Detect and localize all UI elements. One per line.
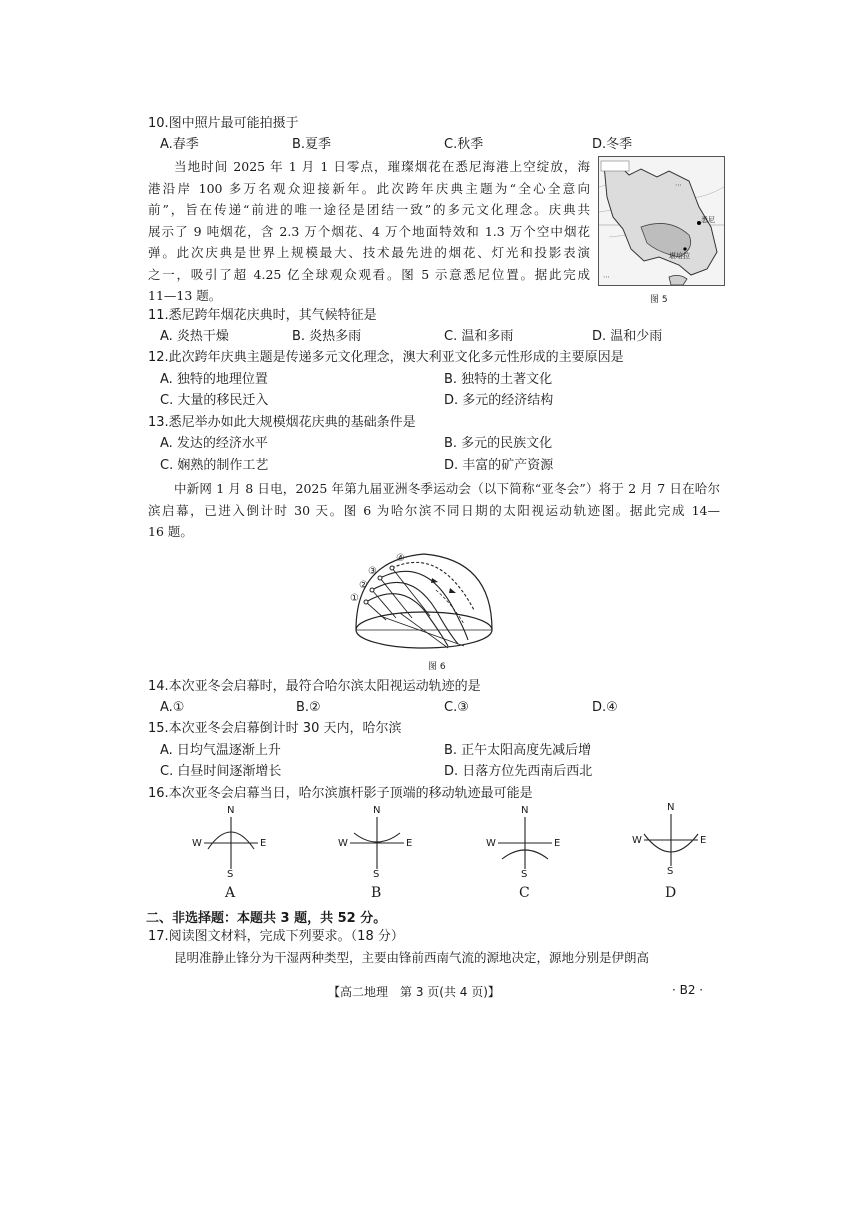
compass-n-label: N (373, 805, 381, 816)
q15-option-b: B. 正午太阳高度先减后增 (444, 743, 592, 758)
figure-5-map (598, 156, 725, 286)
compass-s-label: S (521, 869, 528, 880)
q12-option-b: B. 独特的土著文化 (444, 372, 553, 387)
sun-path-marker-1: ① (350, 593, 359, 604)
q17-line-1: 昆明准静止锋分为干湿两种类型，主要由锋前西南气流的源地决定，源地分别是伊朗高 (174, 950, 650, 965)
q15-stem: 15.本次亚冬会启幕倒计时 30 天内，哈尔滨 (148, 721, 402, 736)
q15-option-d: D. 日落方位先西南后西北 (444, 764, 593, 779)
q16-stem: 16.本次亚冬会启幕当日，哈尔滨旗杆影子顶端的移动轨迹最可能是 (148, 786, 533, 801)
q16-option-d-label: D (665, 885, 677, 901)
compass-e-label: E (406, 838, 413, 849)
passage-line: 中新网 1 月 8 日电，2025 年第九届亚洲冬季运动会（以下简称“亚冬会”）将于 2 月 7 日在哈尔 (174, 481, 720, 496)
compass-n-label: N (521, 805, 529, 816)
q11-option-a: A. 炎热干燥 (160, 329, 229, 344)
q14-option-d: D.④ (592, 700, 618, 715)
q17-stem: 17.阅读图文材料，完成下列要求。（18 分） (148, 929, 404, 944)
q12-option-c: C. 大量的移民迁入 (160, 393, 269, 408)
compass-s-label: S (667, 866, 674, 877)
passage-line: 当地时间 2025 年 1 月 1 日零点，璀璨烟花在悉尼海港上空绽放，海 (174, 159, 590, 174)
q15-option-a: A. 日均气温逐渐上升 (160, 743, 281, 758)
q10-option-a: A.春季 (160, 137, 199, 152)
q14-option-a: A.① (160, 700, 185, 715)
sun-path-marker-3: ③ (368, 566, 377, 577)
q16-option-b-label: B (371, 885, 382, 901)
compass-e-label: E (260, 838, 267, 849)
q16-option-d-diagram (628, 800, 718, 900)
compass-n-label: N (667, 802, 675, 813)
q11-option-c: C. 温和多雨 (444, 329, 514, 344)
passage-harbin (148, 478, 720, 543)
compass-s-label: S (227, 869, 234, 880)
compass-w-label: W (338, 838, 348, 849)
passage-line: 11—13 题。 (148, 288, 222, 303)
q14-option-c: C.③ (444, 700, 469, 715)
passage-line: 弹。此次庆典是世界上规模最大、技术最先进的烟花、灯光和投影表演 (148, 245, 590, 260)
q16-option-a-label: A (225, 885, 236, 901)
q12-option-a: A. 独特的地理位置 (160, 372, 268, 387)
sun-path-marker-2: ② (359, 580, 368, 591)
passage-line: 港沿岸 100 多万名观众迎接新年。此次跨年庆典主题为“全心全意向 (148, 180, 590, 196)
q10-stem: 10.图中照片最可能拍摄于 (148, 116, 299, 131)
q10-option-d: D.冬季 (592, 137, 633, 152)
q14-stem: 14.本次亚冬会启幕时，最符合哈尔滨太阳视运动轨迹的是 (148, 679, 481, 694)
passage-line: 前”，旨在传递“前进的唯一途径是团结一致”的多元文化理念。庆典共 (148, 202, 590, 217)
q11-option-b: B. 炎热多雨 (292, 329, 362, 344)
map-label-canberra: 堪培拉 (669, 252, 690, 260)
q13-option-c: C. 娴熟的制作工艺 (160, 458, 269, 473)
q13-option-d: D. 丰富的矿产资源 (444, 458, 554, 473)
q16-option-b-diagram (334, 803, 424, 903)
q11-option-d: D. 温和少雨 (592, 329, 663, 344)
compass-e-label: E (700, 835, 707, 846)
passage-line: 16 题。 (148, 524, 193, 539)
q13-option-b: B. 多元的民族文化 (444, 436, 553, 451)
passage-sydney (148, 156, 590, 307)
q13-stem: 13.悉尼举办如此大规模烟花庆典的基础条件是 (148, 415, 416, 430)
q12-stem: 12.此次跨年庆典主题是传递多元文化理念，澳大利亚文化多元性形成的主要原因是 (148, 350, 624, 365)
q16-option-c-label: C (519, 885, 530, 901)
page-footer: 【高二地理 第 3 页(共 4 页)】 (328, 985, 500, 999)
q12-option-d: D. 多元的经济结构 (444, 393, 554, 408)
passage-line: 滨启幕，已进入倒计时 30 天。图 6 为哈尔滨不同日期的太阳视运动轨迹图。据此完成 14— (148, 502, 720, 518)
q16-option-c-diagram (482, 803, 572, 903)
q13-option-a: A. 发达的经济水平 (160, 436, 268, 451)
q15-option-c: C. 白昼时间逐渐增长 (160, 764, 282, 779)
svg-text:⋯: ⋯ (675, 181, 682, 189)
compass-s-label: S (373, 869, 380, 880)
svg-text:⋯: ⋯ (603, 273, 610, 281)
page-code: · B2 · (672, 983, 704, 997)
passage-line: 展示了 9 吨烟花，含 2.3 万个烟花、4 万个地面特效和 1.3 万个空中烟花 (148, 223, 590, 239)
q10-option-b: B.夏季 (292, 137, 332, 152)
passage-line: 之一，吸引了超 4.25 亿全球观众观看。图 5 示意悉尼位置。据此完成 (148, 266, 590, 282)
compass-e-label: E (554, 838, 561, 849)
compass-w-label: W (632, 835, 642, 846)
map-label-sydney: 悉尼 (701, 216, 715, 224)
q11-stem: 11.悉尼跨年烟花庆典时，其气候特征是 (148, 308, 377, 323)
sun-path-marker-4: ④ (396, 553, 405, 564)
compass-n-label: N (227, 805, 235, 816)
figure-6-caption: 图 6 (428, 662, 446, 672)
q10-option-c: C.秋季 (444, 137, 484, 152)
figure-6-sun-paths (340, 540, 510, 658)
q16-option-a-diagram (188, 803, 278, 903)
q14-option-b: B.② (296, 700, 321, 715)
figure-5-caption: 图 5 (650, 295, 668, 305)
section-2-title: 二、非选择题：本题共 3 题，共 52 分。 (146, 911, 387, 926)
compass-w-label: W (486, 838, 496, 849)
compass-w-label: W (192, 838, 202, 849)
